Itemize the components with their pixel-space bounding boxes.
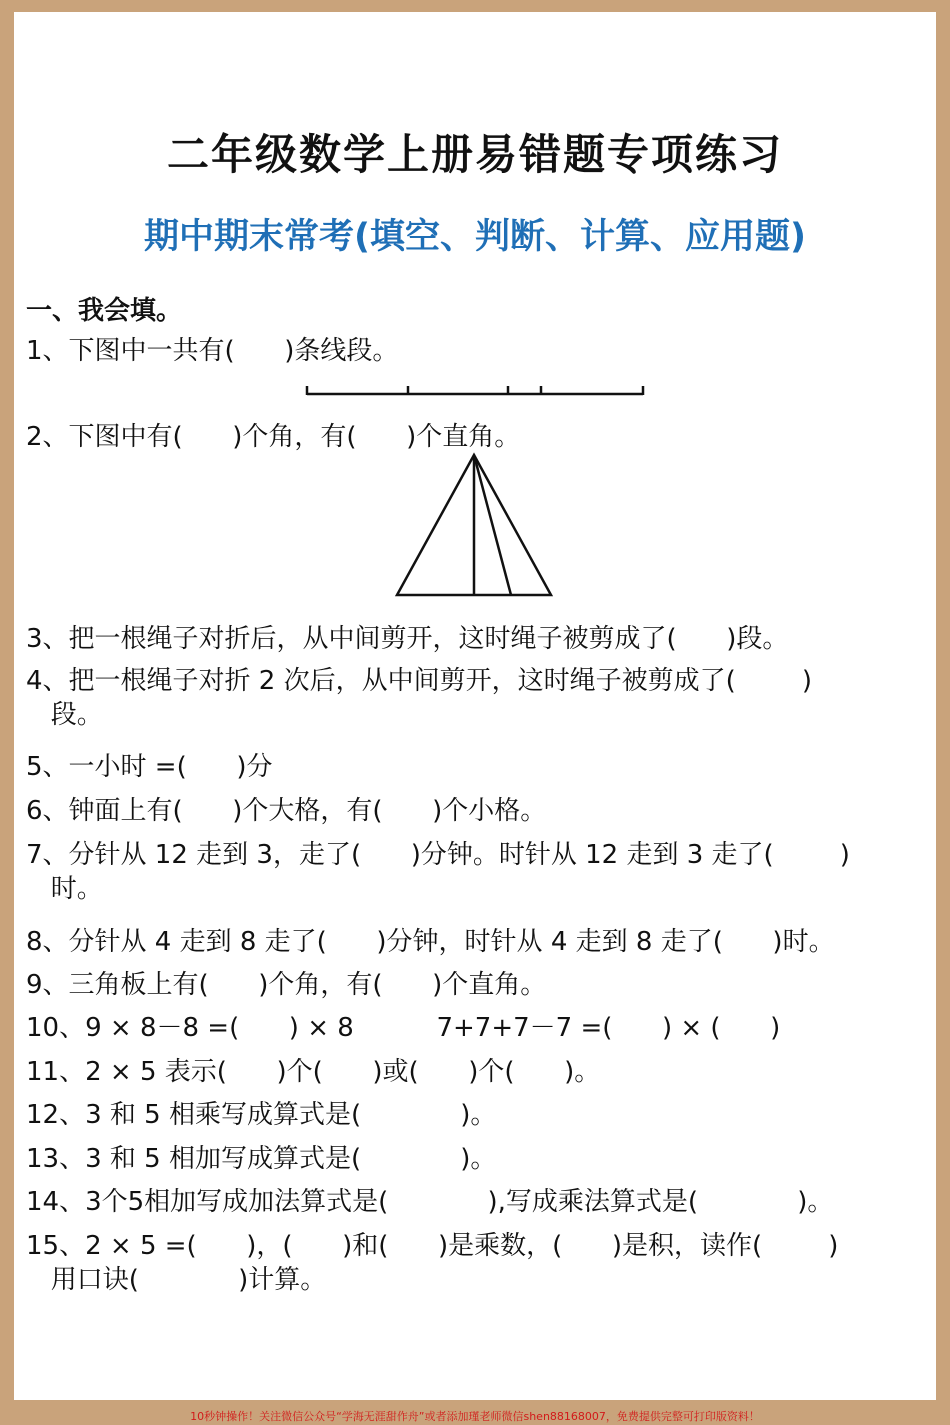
question-2: 2、下图中有( )个角，有( )个直角。 [26,422,521,452]
question-10: 10、9 × 8－8 =( ) × 8 7+7+7－7 =( ) × ( ) [26,1013,781,1043]
page-title: 二年级数学上册易错题专项练习 [166,130,783,179]
section-heading: 一、我会填。 [26,296,183,326]
line-segment-figure [304,374,649,398]
question-5: 5、一小时 =( )分 [26,752,273,782]
question-3: 3、把一根绳子对折后，从中间剪开，这时绳子被剪成了( )段。 [26,624,789,654]
question-13: 13、3 和 5 相加写成算式是( )。 [26,1144,497,1174]
question-8: 8、分针从 4 走到 8 走了( )分钟，时针从 4 走到 8 走了( )时。 [26,927,835,957]
question-7: 7、分针从 12 走到 3，走了( )分钟。时针从 12 走到 3 走了( ) 时。 [26,840,850,904]
question-6: 6、钟面上有( )个大格，有( )个小格。 [26,796,547,826]
triangle-angles-figure [394,452,554,598]
footer-note: 10秒钟操作！关注微信公众号“学海无涯甜作舟”或者添加瑾老师微信shen88168007，免费提供完整可打印版资料！ [190,1410,760,1423]
question-4: 4、把一根绳子对折 2 次后，从中间剪开，这时绳子被剪成了( ) 段。 [26,666,813,730]
question-12: 12、3 和 5 相乘写成算式是( )。 [26,1100,497,1130]
question-14: 14、3个5相加写成加法算式是( ),写成乘法算式是( )。 [26,1187,834,1217]
question-1: 1、下图中一共有( )条线段。 [26,336,399,366]
question-9: 9、三角板上有( )个角，有( )个直角。 [26,970,547,1000]
inner-line [474,455,511,595]
question-11: 11、2 × 5 表示( )个( )或( )个( )。 [26,1057,601,1087]
worksheet-page [14,12,936,1400]
page-subtitle: 期中期末常考(填空、判断、计算、应用题) [144,217,806,257]
question-15: 15、2 × 5 =( )，( )和( )是乘数，( )是积，读作( ) 用口诀( )计算。 [26,1231,839,1295]
